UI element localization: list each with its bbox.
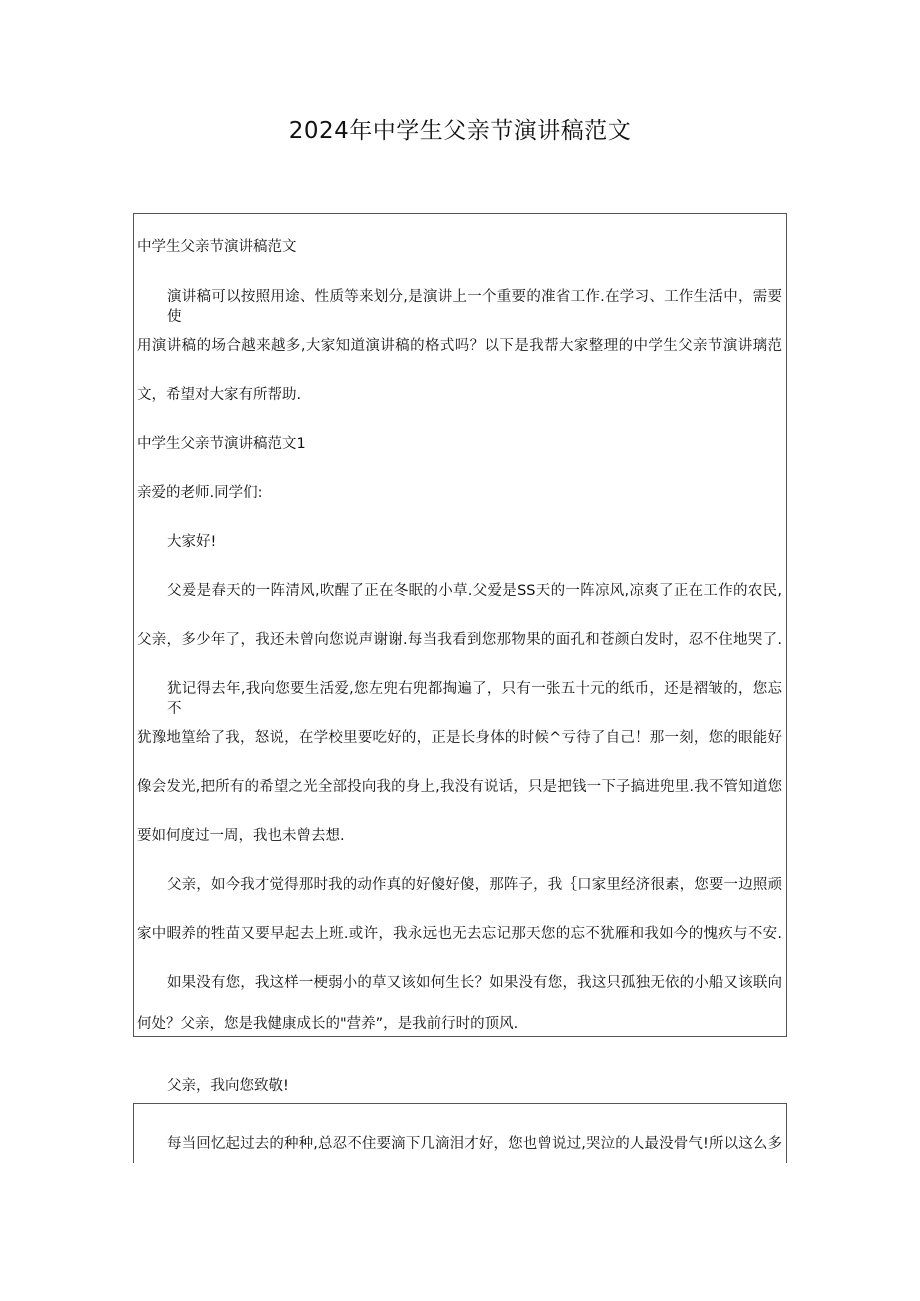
para4-line-1: 如果没有您，我这样一梗弱小的草又该如何生长？如果没有您，我这只孤独无依的小船又该联向 [167,975,782,991]
document-title: 2024年中学生父亲节演讲稿范文 [288,118,632,144]
intro-line-2: 用演讲稿的场合越来越多,大家知道演讲稿的格式吗？以下是我帮大家整理的中学生父亲节演讲璃范 [137,338,782,354]
para4-line-2: 何处？父亲，您是我健康成长的"营养”，是我前行时的顶风. [137,1016,519,1032]
section-heading-1: 中学生父亲节演讲稿范文1 [137,436,306,452]
para2-line-2: 犹豫地篁给了我，怒说，在学校里要吃好的，正是长身体的时候^亏待了自己！那一刻，您的眼能好 [137,730,782,746]
para2-line-4: 要如何度过一周，我也未曾去想. [137,828,345,844]
para2-line-3: 像会发光,把所有的希望之光全部投向我的身上,我没有说话，只是把钱一下子搞进兜里.我不管知道您 [137,779,782,795]
para2-line-1: 犹记得去年,我向您要生活爱,您左兜右兜都掏遍了，只有一张五十元的纸币，还是褶皱的，您忘不 [167,681,782,717]
intro-line-3: 文，希望对大家有所帮助. [137,387,302,403]
para1-line-1: 父爰是春天的一阵清风,吹醒了正在冬眠的小草.父爱是SS天的一阵凉风,凉爽了正在工作的农民, [167,583,782,599]
salutation: 亲爱的老师.同学们: [137,485,263,501]
para3-line-1: 父亲，如今我才觉得那时我的动作真的好傻好傻，那阵子，我｛口家里经济很素，您要一边照顽 [167,877,782,893]
content-box-2 [133,1103,787,1163]
greeting: 大家好! [167,534,217,550]
doc-subtitle: 中学生父亲节演讲稿范文 [137,239,297,255]
box2-line-1: 每当回忆起过去的种种,总忍不住要滴下几滴泪才好，您也曾说过,哭泣的人最没骨气!所以这么多 [167,1136,782,1152]
intro-line-1: 演讲稿可以按照用途、性质等来划分,是演讲上一个重要的准省工作.在学习、工作生活中，需要使 [167,289,782,325]
para1-line-2: 父亲，多少年了，我还未曾向您说声谢谢.每当我看到您那物果的面孔和苍颜白发时，忍不住地哭了. [137,632,782,648]
between-line: 父亲，我向您致敬! [167,1078,289,1094]
para3-line-2: 家中暇养的牲苗又要早起去上班.或许，我永远也无去忘记那天您的忘不犹雁和我如今的愧疚与不安. [137,926,782,942]
